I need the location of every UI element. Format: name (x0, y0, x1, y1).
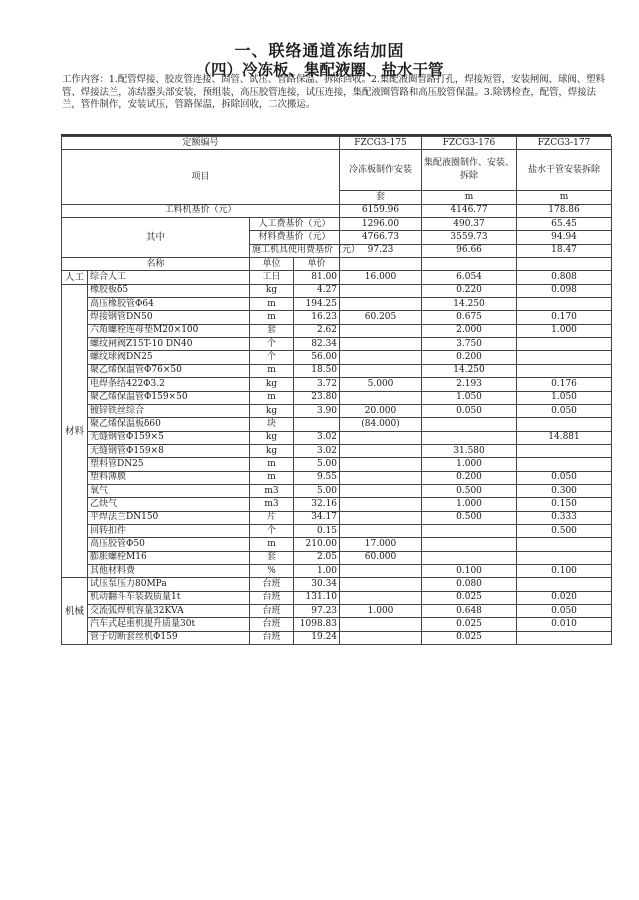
resource-price: 4.27 (294, 284, 340, 297)
quantity-value: 17.000 (340, 538, 422, 551)
resource-price: 5.00 (294, 484, 340, 497)
resource-unit: 台班 (250, 631, 294, 644)
quantity-value: 2.193 (422, 378, 517, 391)
labor-group-label: 人工 (62, 271, 88, 284)
quantity-value (517, 444, 612, 457)
quantity-value (517, 298, 612, 311)
quantity-value: 0.648 (422, 605, 517, 618)
quantity-value: 14.250 (422, 364, 517, 377)
item-name-row (62, 150, 612, 191)
table-row (62, 284, 612, 297)
quantity-value (517, 351, 612, 364)
quantity-value: 14.881 (517, 431, 612, 444)
quantity-value: 6.054 (422, 271, 517, 284)
resource-name: 氧气 (88, 484, 250, 497)
item-name: 盐水干管安装拆除 (517, 150, 612, 191)
quantity-value: 1.000 (340, 605, 422, 618)
quantity-value: 0.300 (517, 484, 612, 497)
table-row (62, 471, 612, 484)
quantity-value (340, 618, 422, 631)
quantity-value (340, 524, 422, 537)
quantity-value (340, 391, 422, 404)
resource-unit: m (250, 471, 294, 484)
table-row (62, 378, 612, 391)
quantity-value (517, 418, 612, 431)
resource-name: 综合人工 (88, 271, 250, 284)
table-row (62, 591, 612, 604)
quantity-value: 0.333 (517, 511, 612, 524)
material-cost-value: 94.94 (517, 231, 612, 244)
quantity-value (517, 364, 612, 377)
table-row (62, 564, 612, 577)
material-cost-value: 4766.73 (340, 231, 422, 244)
quantity-value: 60.205 (340, 311, 422, 324)
resource-unit: 个 (250, 524, 294, 537)
table-row (62, 511, 612, 524)
machine-cost-value: 97.23 (340, 244, 422, 257)
resource-unit: 套 (250, 324, 294, 337)
table-row (62, 578, 612, 591)
resource-name: 无缝钢管Φ159×8 (88, 444, 250, 457)
quota-code: FZCG3-177 (517, 137, 612, 150)
quantity-value (517, 578, 612, 591)
quantity-value (517, 338, 612, 351)
quantity-value (340, 498, 422, 511)
resource-price: 32.16 (294, 498, 340, 511)
table-row (62, 338, 612, 351)
quantity-value: 0.050 (422, 404, 517, 417)
table-row (62, 498, 612, 511)
item-unit: m (422, 191, 517, 204)
resource-price: 131.10 (294, 591, 340, 604)
quantity-value: 0.010 (517, 618, 612, 631)
resource-name: 汽车式起重机提升质量30t (88, 618, 250, 631)
col-price-header: 单价 (294, 258, 340, 271)
resource-name: 螺纹闸阀Z15T-10 DN40 (88, 338, 250, 351)
resource-unit: 片 (250, 511, 294, 524)
quantity-value: 3.750 (422, 338, 517, 351)
quantity-value: 20.000 (340, 404, 422, 417)
quantity-value: 16.000 (340, 271, 422, 284)
quantity-value: 0.220 (422, 284, 517, 297)
resource-unit: kg (250, 404, 294, 417)
resource-unit: 台班 (250, 605, 294, 618)
base-price-value: 178.86 (517, 204, 612, 217)
resource-price: 23.80 (294, 391, 340, 404)
resource-price: 81.00 (294, 271, 340, 284)
table-row (62, 351, 612, 364)
resource-price: 82.34 (294, 338, 340, 351)
resource-unit: m (250, 458, 294, 471)
resource-name: 六角螺栓连母垫M20×100 (88, 324, 250, 337)
resource-unit: kg (250, 284, 294, 297)
resource-name: 机动翻斗车装载质量1t (88, 591, 250, 604)
resource-unit: 工日 (250, 271, 294, 284)
labor-cost-value: 490.37 (422, 218, 517, 231)
table-row (62, 311, 612, 324)
quantity-value: 0.170 (517, 311, 612, 324)
quantity-value (340, 431, 422, 444)
material-cost-value: 3559.73 (422, 231, 517, 244)
quantity-value (340, 591, 422, 604)
labor-cost-value: 1296.00 (340, 218, 422, 231)
resource-name: 无缝钢管Φ159×5 (88, 431, 250, 444)
quantity-value (422, 551, 517, 564)
machine-cost-label: 施工机具使用费基价（元） (250, 244, 340, 257)
resource-name: 高压橡胶管Φ64 (88, 298, 250, 311)
resource-name: 乙炔气 (88, 498, 250, 511)
quantity-value (340, 631, 422, 644)
resource-price: 30.34 (294, 578, 340, 591)
quantity-value (517, 551, 612, 564)
quantity-value: 0.100 (517, 564, 612, 577)
quantity-value (340, 458, 422, 471)
resource-price: 2.05 (294, 551, 340, 564)
resource-price: 5.00 (294, 458, 340, 471)
resource-name: 橡胶板δ5 (88, 284, 250, 297)
resource-name: 电焊条结422Φ3.2 (88, 378, 250, 391)
quantity-value (517, 458, 612, 471)
quantity-value (517, 631, 612, 644)
resource-unit: 块 (250, 418, 294, 431)
quantity-value: 0.025 (422, 591, 517, 604)
table-row (62, 631, 612, 644)
quantity-value (422, 524, 517, 537)
table-row (62, 431, 612, 444)
quantity-value: 1.050 (422, 391, 517, 404)
quantity-value: 60.000 (340, 551, 422, 564)
quantity-value: 2.000 (422, 324, 517, 337)
resource-price: 1098.83 (294, 618, 340, 631)
quantity-value (340, 564, 422, 577)
resource-unit: 台班 (250, 591, 294, 604)
item-name: 集配液圈制作、安装、拆除 (422, 150, 517, 191)
quantity-value: 0.200 (422, 471, 517, 484)
resource-name: 螺纹球阀DN25 (88, 351, 250, 364)
quantity-value: 1.000 (422, 458, 517, 471)
quantity-value: 31.580 (422, 444, 517, 457)
quantity-value (340, 578, 422, 591)
quantity-value: 0.050 (517, 605, 612, 618)
resource-price: 2.62 (294, 324, 340, 337)
table-row (62, 458, 612, 471)
base-price-row (62, 204, 612, 217)
quantity-value: 0.500 (517, 524, 612, 537)
quantity-value: 0.025 (422, 618, 517, 631)
resource-unit: 个 (250, 338, 294, 351)
col-name-header: 名称 (62, 258, 250, 271)
table-row (62, 618, 612, 631)
base-price-value: 4146.77 (422, 204, 517, 217)
quantity-value: (84.000) (340, 418, 422, 431)
quantity-value: 0.500 (422, 484, 517, 497)
resource-unit: 套 (250, 551, 294, 564)
resource-unit: m3 (250, 484, 294, 497)
resource-price: 1.00 (294, 564, 340, 577)
quantity-value (340, 444, 422, 457)
resource-name: 聚乙烯保温板δ60 (88, 418, 250, 431)
resource-unit: m (250, 298, 294, 311)
quantity-value (422, 418, 517, 431)
col-unit-header: 单位 (250, 258, 294, 271)
quantity-value: 5.000 (340, 378, 422, 391)
quantity-value (340, 351, 422, 364)
resource-price: 16.23 (294, 311, 340, 324)
resource-price: 97.23 (294, 605, 340, 618)
resource-price: 56.00 (294, 351, 340, 364)
quantity-value: 0.098 (517, 284, 612, 297)
resource-unit: m (250, 364, 294, 377)
quota-code: FZCG3-175 (340, 137, 422, 150)
resource-name: 交流弧焊机容量32KVA (88, 605, 250, 618)
resource-unit: kg (250, 431, 294, 444)
resource-price (294, 418, 340, 431)
quantity-value: 1.050 (517, 391, 612, 404)
table-row (62, 551, 612, 564)
resource-unit: 个 (250, 351, 294, 364)
quantity-value (340, 511, 422, 524)
resource-unit: m3 (250, 498, 294, 511)
quantity-value (340, 471, 422, 484)
resource-unit: kg (250, 378, 294, 391)
table-row (62, 364, 612, 377)
resource-name: 其他材料费 (88, 564, 250, 577)
quantity-value: 0.100 (422, 564, 517, 577)
resource-price: 3.72 (294, 378, 340, 391)
item-unit: 套 (340, 191, 422, 204)
table-row (62, 538, 612, 551)
resource-name: 镀锌铁丝综合 (88, 404, 250, 417)
table-row (62, 444, 612, 457)
labor-cost-row (62, 218, 612, 231)
labor-cost-value: 65.45 (517, 218, 612, 231)
machine-group-label: 机械 (62, 578, 88, 645)
quantity-value: 0.025 (422, 631, 517, 644)
quota-label: 定额编号 (62, 137, 340, 150)
table-row (62, 391, 612, 404)
resource-price: 3.02 (294, 431, 340, 444)
quota-table (61, 136, 612, 645)
quantity-value: 0.675 (422, 311, 517, 324)
table-row (62, 298, 612, 311)
quantity-value (422, 538, 517, 551)
resource-unit: m (250, 538, 294, 551)
resource-name: 高压胶管Φ50 (88, 538, 250, 551)
item-name: 冷冻板制作安装 (340, 150, 422, 191)
quantity-value (340, 284, 422, 297)
quantity-value: 0.020 (517, 591, 612, 604)
work-content: 工作内容：1.配管焊接、胶皮管连接、固管、试压、管路保温、拆除回收。2.集配液圈管路打孔，焊接短管，安装闸阀、球阀、塑料管、焊接法兰，冻结器头部安装，预组装，高压胶管连接，试压连接，集配液圈管路和高压胶管保温。3.除锈检查，配管，焊接法兰，管件制作，安装试压，管路保温，拆除回收，二次搬运。 (62, 74, 605, 111)
quantity-value: 1.000 (517, 324, 612, 337)
column-header-row (62, 258, 612, 271)
item-unit: m (517, 191, 612, 204)
base-price-label: 工料机基价（元） (62, 204, 340, 217)
resource-unit: % (250, 564, 294, 577)
quantity-value (517, 538, 612, 551)
table-row (62, 524, 612, 537)
material-group-label: 材料 (62, 284, 88, 578)
machine-cost-value: 18.47 (517, 244, 612, 257)
quantity-value (340, 484, 422, 497)
machine-cost-value: 96.66 (422, 244, 517, 257)
quantity-value: 0.808 (517, 271, 612, 284)
resource-name: 焊接钢管DN50 (88, 311, 250, 324)
resource-name: 管子切断套丝机Φ159 (88, 631, 250, 644)
quantity-value: 0.150 (517, 498, 612, 511)
resource-unit: m (250, 391, 294, 404)
resource-name: 膨胀螺栓M16 (88, 551, 250, 564)
resource-price: 19.24 (294, 631, 340, 644)
resource-price: 194.25 (294, 298, 340, 311)
quantity-value (340, 364, 422, 377)
among-label: 其中 (62, 218, 250, 258)
base-price-value: 6159.96 (340, 204, 422, 217)
quantity-value (340, 338, 422, 351)
table-row (62, 418, 612, 431)
resource-unit: m (250, 311, 294, 324)
quantity-value: 0.176 (517, 378, 612, 391)
material-cost-label: 材料费基价（元） (250, 231, 340, 244)
resource-name: 回转扣件 (88, 524, 250, 537)
resource-price: 3.90 (294, 404, 340, 417)
table-row (62, 484, 612, 497)
resource-price: 210.00 (294, 538, 340, 551)
quota-code-row (62, 137, 612, 150)
resource-name: 塑料薄膜 (88, 471, 250, 484)
quantity-value: 0.500 (422, 511, 517, 524)
table-row (62, 324, 612, 337)
resource-unit: 台班 (250, 618, 294, 631)
quantity-value: 0.050 (517, 471, 612, 484)
resource-name: 聚乙烯保温管Φ159×50 (88, 391, 250, 404)
page-title: 一、联络通道冻结加固 (234, 41, 405, 60)
resource-name: 聚乙烯保温管Φ76×50 (88, 364, 250, 377)
quantity-value: 0.200 (422, 351, 517, 364)
item-label: 项目 (62, 150, 340, 204)
quantity-value: 0.080 (422, 578, 517, 591)
resource-unit: 台班 (250, 578, 294, 591)
table-row (62, 271, 612, 284)
resource-price: 0.15 (294, 524, 340, 537)
table-row (62, 605, 612, 618)
quantity-value (340, 298, 422, 311)
quota-code: FZCG3-176 (422, 137, 517, 150)
resource-price: 18.50 (294, 364, 340, 377)
resource-name: 塑料管DN25 (88, 458, 250, 471)
resource-name: 平焊法兰DN150 (88, 511, 250, 524)
resource-price: 9.55 (294, 471, 340, 484)
quantity-value: 1.000 (422, 498, 517, 511)
table-row (62, 404, 612, 417)
quantity-value: 0.050 (517, 404, 612, 417)
resource-name: 试压泵压力80MPa (88, 578, 250, 591)
page-subtitle: （四）冷冻板、集配液圈、盐水干管 (195, 60, 444, 79)
quantity-value: 14.250 (422, 298, 517, 311)
resource-unit: kg (250, 444, 294, 457)
resource-price: 3.02 (294, 444, 340, 457)
quantity-value (340, 324, 422, 337)
resource-price: 34.17 (294, 511, 340, 524)
quantity-value (422, 431, 517, 444)
labor-cost-label: 人工费基价（元） (250, 218, 340, 231)
